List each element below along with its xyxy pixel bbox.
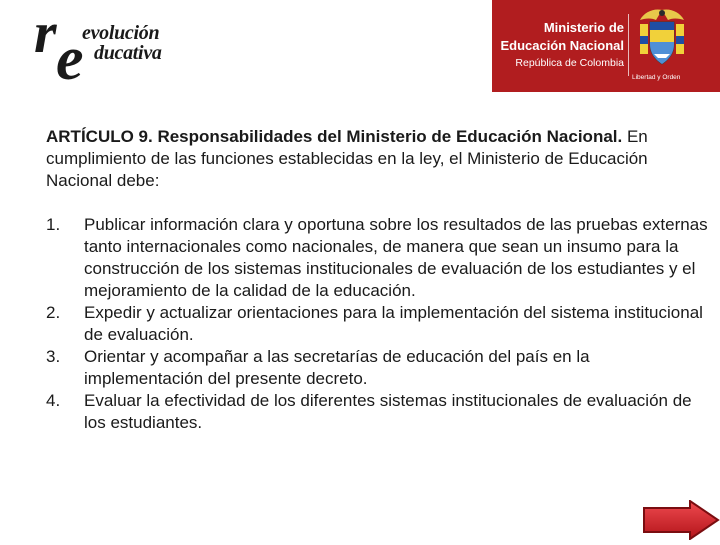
logo-word-educativa: ducativa xyxy=(94,42,162,64)
duties-list xyxy=(46,214,710,434)
right-arrow-icon xyxy=(640,500,720,540)
logo-word-revolucion: evolución xyxy=(82,22,160,44)
list-item-text: Evaluar la efectividad de los diferentes sistemas institucionales de evaluación de los estudiantes. xyxy=(84,391,692,432)
ministry-divider xyxy=(628,14,629,76)
list-item xyxy=(46,346,710,390)
list-item-text: Publicar información clara y oportuna sobre los resultados de las pruebas externas tanto internacionales como nacionales, de manera que sean un insumo para la construcción de los sistemas institucionales de evaluación de los estudiantes y el mejoramiento de la calidad de la educación. xyxy=(84,215,708,300)
article-content xyxy=(46,126,710,434)
list-item-number: 3. xyxy=(46,347,61,366)
article-title: ARTÍCULO 9. Responsabilidades del Ministerio de Educación Nacional. xyxy=(46,127,623,146)
list-item-number: 1. xyxy=(46,215,61,234)
article-intro-text: En cumplimiento de las funciones establecidas en la ley, el Ministerio de Educación Nacional debe: xyxy=(46,127,648,190)
revolucion-educativa-logo xyxy=(28,0,198,93)
logo-letter-e: e xyxy=(56,25,84,93)
list-item-text: Expedir y actualizar orientaciones para la implementación del sistema institucional de evaluación. xyxy=(84,303,703,344)
ministry-name-line2: Educación Nacional xyxy=(500,38,624,53)
logo-letter-r: r xyxy=(34,0,57,65)
ministry-country: República de Colombia xyxy=(515,57,624,69)
ministry-panel xyxy=(492,0,720,92)
list-item-text: Orientar y acompañar a las secretarías de educación del país en la implementación del presente decreto. xyxy=(84,347,590,388)
list-item-number: 2. xyxy=(46,303,61,322)
colombia-crest-icon xyxy=(636,6,688,68)
crest-motto: Libertad y Orden xyxy=(632,74,681,81)
list-item xyxy=(46,302,710,346)
list-item-number: 4. xyxy=(46,391,61,410)
article-intro xyxy=(46,126,710,192)
ministry-name-line1: Ministerio de xyxy=(543,20,624,35)
next-slide-button[interactable] xyxy=(640,500,720,540)
header-band xyxy=(0,0,720,92)
list-item xyxy=(46,214,710,302)
list-item xyxy=(46,390,710,434)
